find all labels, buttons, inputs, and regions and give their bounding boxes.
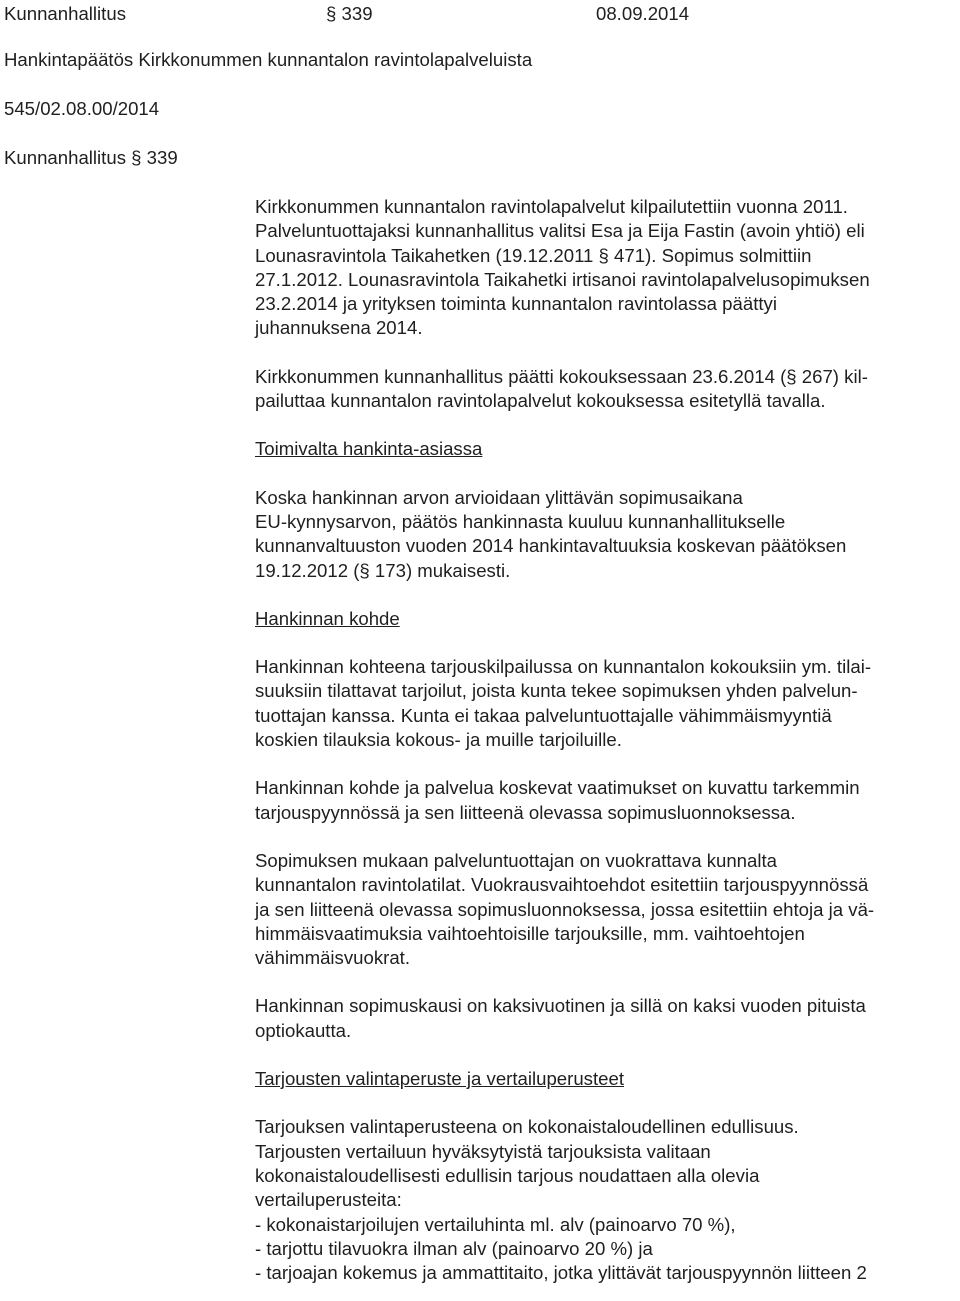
spacer [255,631,955,655]
paragraph-line: pailuttaa kunnantalon ravintolapalvelut kokouksessa esitetyllä tavalla. [255,390,826,412]
section-organ: Kunnanhallitus § 339 [4,147,178,168]
paragraph-line: 19.12.2012 (§ 173) mukaisesti. [255,559,511,581]
spacer [255,970,955,994]
paragraph-line: vertailuperusteita: [255,1189,402,1211]
header-date: 08.09.2014 [596,3,690,24]
paragraph-line: Kirkkonummen kunnanhallitus päätti kokouksessaan 23.6.2014 (§ 267) kil- [255,365,868,387]
paragraph-line: tuottajan kanssa. Kunta ei takaa palveluntuottajalle vähimmäismyyntiä [255,704,832,726]
paragraph-line: juhannuksena 2014. [255,317,423,339]
section-heading-subject: Hankinnan kohde [255,607,400,629]
paragraph-line: Kirkkonummen kunnantalon ravintolapalvelut kilpailutettiin vuonna 2011. [255,196,848,217]
paragraph-line: Hankinnan sopimuskausi on kaksivuotinen ja sillä on kaksi vuoden pituista [255,995,866,1017]
document-header [4,1,954,27]
paragraph-line: vähimmäisvuokrat. [255,947,410,969]
paragraph-line: EU-kynnysarvon, päätös hankinnasta kuuluu kunnanhallitukselle [255,510,786,532]
spacer [255,825,955,849]
header-meeting-number: § 339 [326,3,373,24]
spacer [255,583,955,607]
paragraph-line: ja sen liitteenä olevassa sopimusluonnoksessa, jossa esitettiin ehtoja ja vä- [255,898,875,920]
list-item: - tarjoajan kokemus ja ammattitaito, jotka ylittävät tarjouspyynnön liitteen 2 [255,1262,867,1284]
spacer [255,413,955,437]
paragraph-line: suuksiin tilattavat tarjoilut, joista kunta tekee sopimuksen yhden palvelun- [255,680,858,702]
paragraph-line: Hankinnan kohde ja palvelua koskevat vaatimukset on kuvattu tarkemmin [255,777,860,799]
paragraph-line: Koska hankinnan arvon arvioidaan ylittävän sopimusaikana [255,486,743,508]
section-heading-authority: Toimivalta hankinta-asiassa [255,438,483,460]
document-body [255,195,955,1285]
section-heading-criteria: Tarjousten valintaperuste ja vertailuperusteet [255,1068,624,1090]
list-item: - kokonaistarjoilujen vertailuhinta ml. alv (painoarvo 70 %), [255,1213,736,1235]
spacer [255,1091,955,1115]
paragraph-line: Hankinnan kohteena tarjouskilpailussa on kunnantalon kokouksiin ym. tilai- [255,656,872,678]
paragraph-line: Lounasravintola Taikahetken (19.12.2011 § 471). Sopimus solmittiin [255,244,812,266]
header-meeting-number-value: 339 [341,3,373,24]
list-item: - tarjottu tilavuokra ilman alv (painoarvo 20 %) ja [255,1237,653,1259]
header-organ: Kunnanhallitus [4,3,126,24]
paragraph-line: kunnanvaltuuston vuoden 2014 hankintavaltuuksia koskevan päätöksen [255,535,847,557]
spacer [255,341,955,365]
paragraph-line: koskien tilauksia kokous- ja muille tarjoiluille. [255,729,622,751]
spacer [255,1043,955,1067]
paragraph-line: tarjouspyynnössä ja sen liitteenä olevassa sopimusluonnoksessa. [255,801,796,823]
paragraph-line: 23.2.2014 ja yrityksen toiminta kunnantalon ravintolassa päättyi [255,293,777,315]
document-title: Hankintapäätös Kirkkonummen kunnantalon ravintolapalveluista [4,49,533,70]
paragraph-line: optiokautta. [255,1019,352,1041]
spacer [255,462,955,486]
paragraph-line: Tarjouksen valintaperusteena on kokonaistaloudellinen edullisuus. [255,1116,799,1138]
paragraph-line: kokonaistaloudellisesti edullisin tarjous noudattaen alla olevia [255,1164,760,1186]
diary-number: 545/02.08.00/2014 [4,98,160,119]
spacer [255,752,955,776]
paragraph-line: Tarjousten vertailuun hyväksytyistä tarjouksista valitaan [255,1140,711,1162]
paragraph-line: Sopimuksen mukaan palveluntuottajan on vuokrattava kunnalta [255,849,777,871]
paragraph-line: 27.1.2012. Lounasravintola Taikahetki irtisanoi ravintolapalvelusopimuksen [255,268,870,290]
paragraph-line: kunnantalon ravintolatilat. Vuokrausvaihtoehdot esitettiin tarjouspyynnössä [255,874,869,896]
paragraph-line: Palveluntuottajaksi kunnanhallitus valitsi Esa ja Eija Fastin (avoin yhtiö) eli [255,220,865,242]
paragraph-line: himmäisvaatimuksia vaihtoehtoisille tarjouksille, mm. vaihtoehtojen [255,922,805,944]
